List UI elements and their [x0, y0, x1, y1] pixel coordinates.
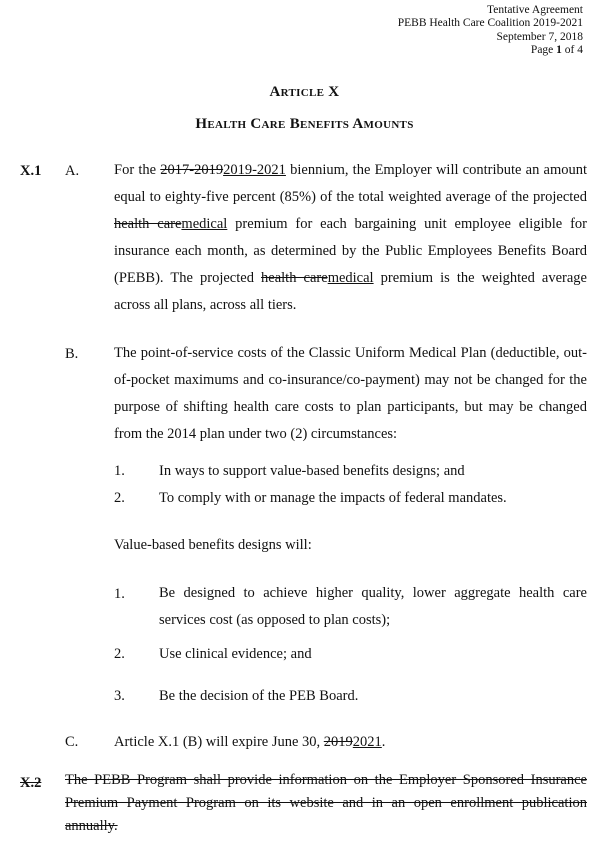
section-x1-label: X.1: [20, 163, 42, 179]
b-list2-intro: Value-based benefits designs will:: [114, 537, 312, 553]
b-list2-item-text: Be designed to achieve higher quality, lower aggregate health care services cost (as opposed to plan costs);: [159, 585, 587, 628]
insertion: 2019-2021: [223, 162, 286, 178]
b-list1-item-text: To comply with or manage the impacts of federal mandates.: [159, 490, 507, 506]
item-c-letter: C.: [65, 734, 79, 750]
item-c-paragraph: Article X.1 (B) will expire June 30, 20192021.: [114, 734, 386, 750]
item-b-letter: B.: [65, 346, 79, 362]
b-list2-item-text: Use clinical evidence; and: [159, 646, 312, 662]
insertion: medical: [181, 216, 228, 232]
b-list2-item-number: 1.: [114, 586, 125, 602]
b-list2-item-number: 3.: [114, 688, 125, 704]
insertion: medical: [327, 270, 374, 286]
deletion: health care: [114, 216, 182, 232]
header-line-coalition: PEBB Health Care Coalition 2019-2021: [397, 17, 583, 30]
b-list1-item-number: 1.: [114, 463, 125, 479]
item-b-paragraph: The point-of-service costs of the Classic Uniform Medical Plan (deductible, out-of-pocket maximums and co-insurance/co-payment) may not be changed for the purpose of shifting health care costs to plan participants, but may be changed from the 2014 plan under two (2) circumstances:: [114, 345, 587, 442]
section-x2-paragraph: The PEBB Program shall provide information on the Employer Sponsored Insurance Premium Payment Program on its website and in an open enrollment publication annually.: [65, 772, 587, 834]
section-x2-label: X.2: [20, 775, 42, 791]
article-label: Article X: [269, 84, 340, 100]
b-list2-item-number: 2.: [114, 646, 125, 662]
deletion: 2017-2019: [160, 162, 224, 178]
deletion: 2019: [323, 734, 353, 750]
item-a-letter: A.: [65, 163, 80, 179]
b-list2-item-text: Be the decision of the PEB Board.: [159, 688, 359, 704]
insertion: 2021: [352, 734, 382, 750]
b-list1-item-text: In ways to support value-based benefits designs; and: [159, 463, 465, 479]
header-page-number: Page 1 of 4: [530, 44, 583, 57]
page-header: [398, 4, 583, 58]
deletion: health care: [261, 270, 328, 286]
header-line-date: September 7, 2018: [496, 30, 583, 43]
item-a-paragraph: For the 2017-20192019-2021 biennium, the Employer will contribute an amount equal to eighty-five percent (85%) of the total weighted average of the projected health caremedical premium for each bargaining unit employee eligible for insurance each month, as determined by the Public Employees Benefits Board (PEBB). The projected health caremedical premium is the weighted average across all plans, across all tiers.: [114, 162, 588, 313]
b-list1-item-number: 2.: [114, 490, 125, 506]
header-line-agreement: Tentative Agreement: [487, 4, 583, 16]
article-title: Health Care Benefits Amounts: [195, 116, 414, 132]
